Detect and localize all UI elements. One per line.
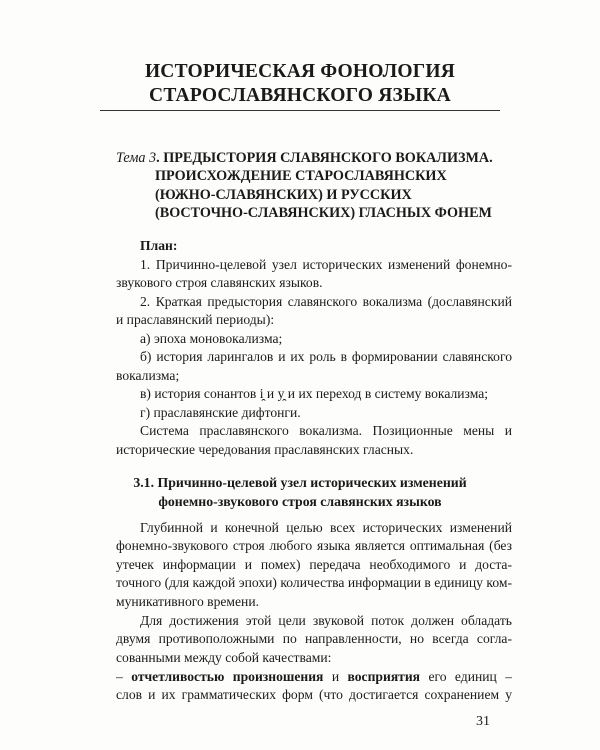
topic-prefix: Тема 3 — [116, 150, 157, 166]
topic-title-line-3: (ЮЖНО-СЛАВЯНСКИХ) И РУССКИХ — [155, 187, 412, 203]
plan-line: 2. Краткая предыстория славянского вокализма (дославянский — [140, 294, 512, 309]
plan-line: в) история сонантов і̯ и у̯ и их переход в систему вокализма; — [140, 386, 489, 401]
body-line: Глубинной и конечной целью всех исторических изменений — [140, 520, 512, 535]
section-heading-line-2: фонемно-звукового строя славянских языков — [158, 494, 442, 509]
section-heading-line-1: 3.1. Причинно-целевой узел исторических изменений — [133, 475, 467, 490]
plan-heading: План: — [140, 238, 178, 253]
plan-line: Система праславянского вокализма. Позиционные мены и — [140, 423, 512, 438]
plan-line: г) праславянские дифтонги. — [140, 405, 301, 420]
plan-line: звукового строя славянских языков. — [116, 275, 323, 290]
body-line: Для достижения этой цели звуковой поток должен обладать — [140, 613, 512, 628]
plan-line: исторические чередования праславянских гласных. — [116, 442, 414, 457]
emphasis-term: отчетливостью произношения — [131, 669, 324, 684]
body-line: фонемно-звукового строя любого языка является оптимальная (без — [116, 538, 512, 553]
plan-line: и праславянский периоды): — [116, 312, 275, 327]
conjunction: и — [323, 669, 348, 684]
body-line: слов и их грамматических форм (что достигается сохранением у — [116, 687, 512, 702]
topic-title-text: . ПРЕДЫСТОРИЯ СЛАВЯНСКОГО ВОКАЛИЗМА. — [156, 150, 493, 166]
running-title-line-1: ИСТОРИЧЕСКАЯ ФОНОЛОГИЯ — [144, 61, 456, 82]
dash: – — [116, 669, 132, 684]
body-line-emphasis — [116, 668, 512, 686]
running-title-line-2: СТАРОСЛАВЯНСКОГО ЯЗЫКА — [149, 85, 451, 106]
topic-title-line-2: ПРОИСХОЖДЕНИЕ СТАРОСЛАВЯНСКИХ — [155, 168, 447, 184]
body-line: муникативного времени. — [116, 594, 259, 609]
body-line: точного (для каждой эпохи) количества информации в единицу ком- — [116, 575, 512, 590]
body-line: утечек информации и помех) передача необходимого и доста- — [116, 557, 512, 572]
topic-title-line-1 — [116, 149, 600, 168]
emphasis-term: восприятия — [347, 669, 421, 684]
plan-line: 1. Причинно-целевой узел исторических изменений фонемно- — [140, 257, 512, 272]
header-divider — [100, 110, 500, 111]
plan-line: б) история ларингалов и их роль в формировании славянского — [140, 349, 512, 364]
line-rest: его единиц – — [420, 669, 512, 684]
body-line: двумя противоположными по направленности, но всегда согла- — [116, 631, 512, 646]
topic-title-line-4: (ВОСТОЧНО-СЛАВЯНСКИХ) ГЛАСНЫХ ФОНЕМ — [155, 205, 492, 221]
body-line: сованными между собой качествами: — [116, 650, 332, 665]
plan-line: а) эпоха моновокализма; — [140, 331, 283, 346]
plan-line: вокализма; — [116, 368, 180, 383]
page-number: 31 — [476, 714, 490, 729]
